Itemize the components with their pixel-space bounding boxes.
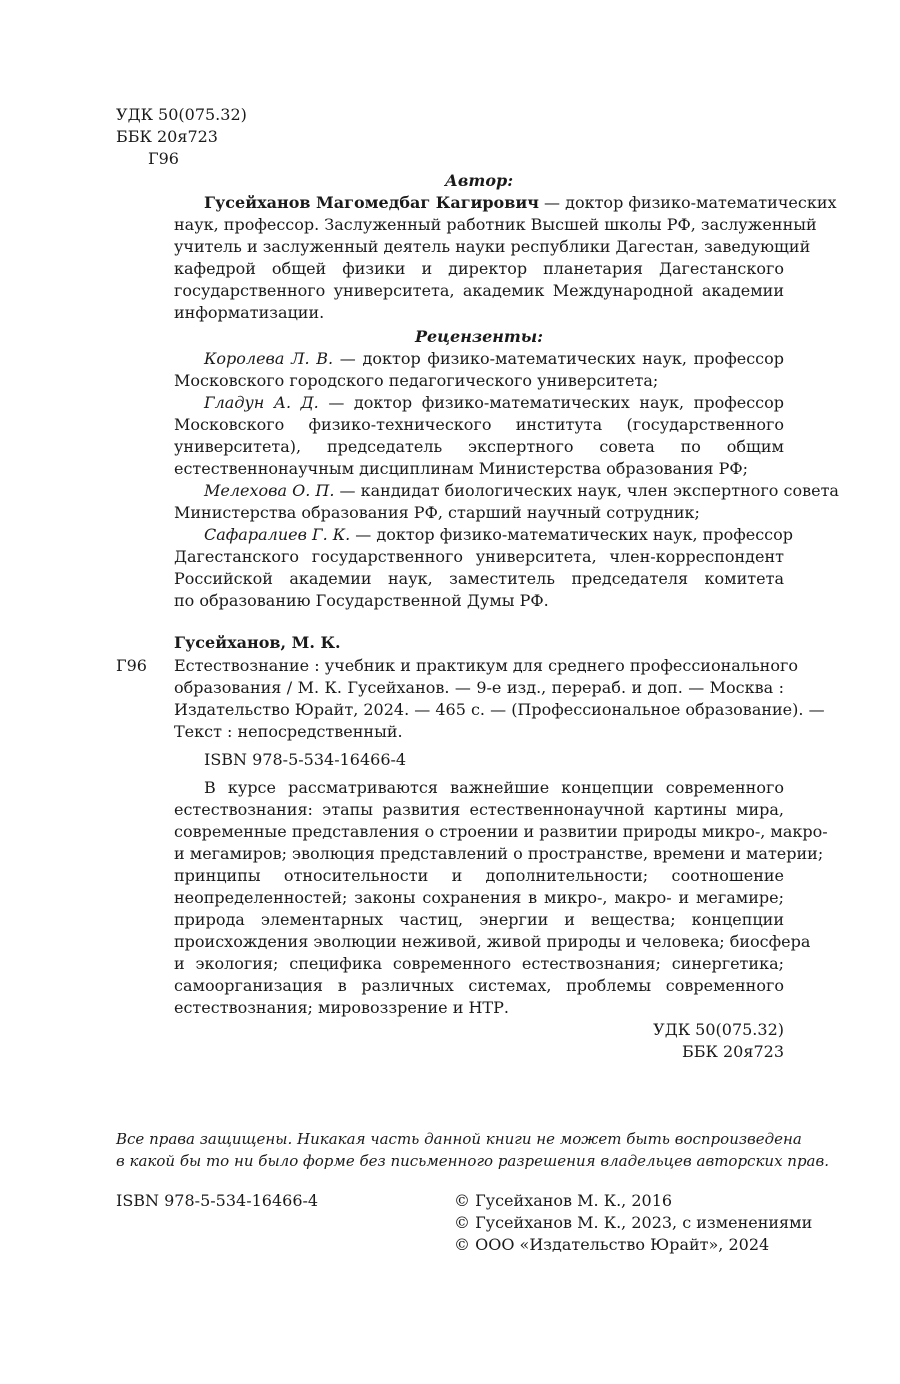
author-line: государственного университета, академик Международной академии: [174, 281, 784, 300]
author-line: кафедрой общей физики и директор планетария Дагестанского: [174, 259, 784, 278]
reviewer-line: Российской академии наук, заместитель председателя комитета: [174, 569, 784, 588]
annotation-line: современные представления о строении и развитии природы микро-, макро-: [174, 822, 828, 841]
bibliography-record: [174, 655, 825, 743]
annotation-line: В курсе рассматриваются важнейшие концепции современного: [204, 778, 784, 797]
reviewer-line: естественнонаучным дисциплинам Министерства образования РФ;: [174, 459, 749, 478]
reviewer-line: Московского физико-технического института (государственного: [174, 415, 784, 434]
rights-line: в какой бы то ни было форме без письменного разрешения владельцев авторских прав.: [116, 1152, 829, 1170]
reviewer-first-line: Сафаралиев Г. К. — доктор физико-математических наук, профессор: [204, 525, 794, 544]
reviewer-line: Министерства образования РФ, старший научный сотрудник;: [174, 503, 700, 522]
annotation-line: и мегамиров; эволюция представлений о пространстве, времени и материи;: [174, 844, 824, 863]
annotation-line: самоорганизация в различных системах, проблемы современного: [174, 976, 784, 995]
copyright-line: © ООО «Издательство Юрайт», 2024: [454, 1235, 770, 1254]
bibliography-isbn: ISBN 978-5-534-16466-4: [204, 750, 407, 769]
reviewer-name: Сафаралиев Г. К.: [204, 525, 351, 544]
copyright-line: © Гусейханов М. К., 2016: [454, 1191, 673, 1210]
footer-isbn: ISBN 978-5-534-16466-4: [116, 1191, 319, 1210]
annotation-udk: УДК 50(075.32): [653, 1020, 784, 1039]
reviewer-line: по образованию Государственной Думы РФ.: [174, 591, 549, 610]
annotation: [174, 777, 828, 1063]
reviewer-name: Гладун А. Д.: [204, 393, 319, 412]
reviewer-line: Дагестанского государственного университета, член-корреспондент: [174, 547, 784, 566]
rights-line: Все права защищены. Никакая часть данной книги не может быть воспроизведена: [116, 1130, 802, 1148]
reviewers-heading: Рецензенты:: [414, 327, 544, 346]
annotation-line: естествознания; мировоззрение и НТР.: [174, 998, 509, 1017]
rights-notice: [116, 1128, 829, 1172]
author-line: наук, профессор. Заслуженный работник Высшей школы РФ, заслуженный: [174, 215, 817, 234]
record-line: Текст : непосредственный.: [174, 722, 403, 741]
record-line: Естествознание : учебник и практикум для среднего профессионального: [174, 656, 798, 675]
annotation-line: естествознания: этапы развития естественнонаучной картины мира,: [174, 800, 784, 819]
reviewer-name: Мелехова О. П.: [204, 481, 335, 500]
reviewer-line: Московского городского педагогического университета;: [174, 371, 659, 390]
author-mark: Г96: [148, 149, 179, 168]
record-line: образования / М. К. Гусейханов. — 9-е изд., перераб. и доп. — Москва :: [174, 678, 784, 697]
author-line: информатизации.: [174, 303, 325, 322]
classification-block: [116, 104, 316, 170]
annotation-line: и экология; специфика современного естествознания; синергетика;: [174, 954, 784, 973]
copyright-line: © Гусейханов М. К., 2023, с изменениями: [454, 1213, 813, 1232]
record-line: Издательство Юрайт, 2024. — 465 с. — (Профессиональное образование). —: [174, 700, 825, 719]
author-heading: Автор:: [444, 171, 514, 190]
bbk-code: ББК 20я723: [116, 127, 218, 146]
reviewer-first-line: Королева Л. В. — доктор физико-математических наук, профессор: [204, 349, 784, 368]
author-first-line: Гусейханов Магомедбаг Кагирович — доктор физико-математических: [204, 193, 837, 212]
annotation-line: природа элементарных частиц, энергии и вещества; концепции: [174, 910, 784, 929]
reviewer-line: университета), председатель экспертного совета по общим: [174, 437, 784, 456]
annotation-line: происхождения эволюции неживой, живой природы и человека; биосфера: [174, 932, 811, 951]
copyright-block: [454, 1190, 813, 1256]
reviewer-name: Королева Л. В.: [204, 349, 334, 368]
bibliography-author: Гусейханов, М. К.: [174, 633, 341, 652]
annotation-line: неопределенностей; законы сохранения в микро-, макро- и мегамире;: [174, 888, 784, 907]
udk-code: УДК 50(075.32): [116, 105, 247, 124]
reviewers-section: [174, 326, 839, 612]
reviewer-first-line: Мелехова О. П. — кандидат биологических наук, член экспертного совета: [204, 481, 839, 500]
author-line: учитель и заслуженный деятель науки республики Дагестан, заведующий: [174, 237, 811, 256]
bibliography-author-mark: Г96: [116, 656, 147, 675]
annotation-line: принципы относительности и дополнительности; соотношение: [174, 866, 784, 885]
reviewer-first-line: Гладун А. Д. — доктор физико-математических наук, профессор: [204, 393, 785, 412]
author-section: [174, 170, 837, 324]
author-name: Гусейханов Магомедбаг Кагирович: [204, 193, 539, 212]
annotation-bbk: ББК 20я723: [682, 1042, 784, 1061]
